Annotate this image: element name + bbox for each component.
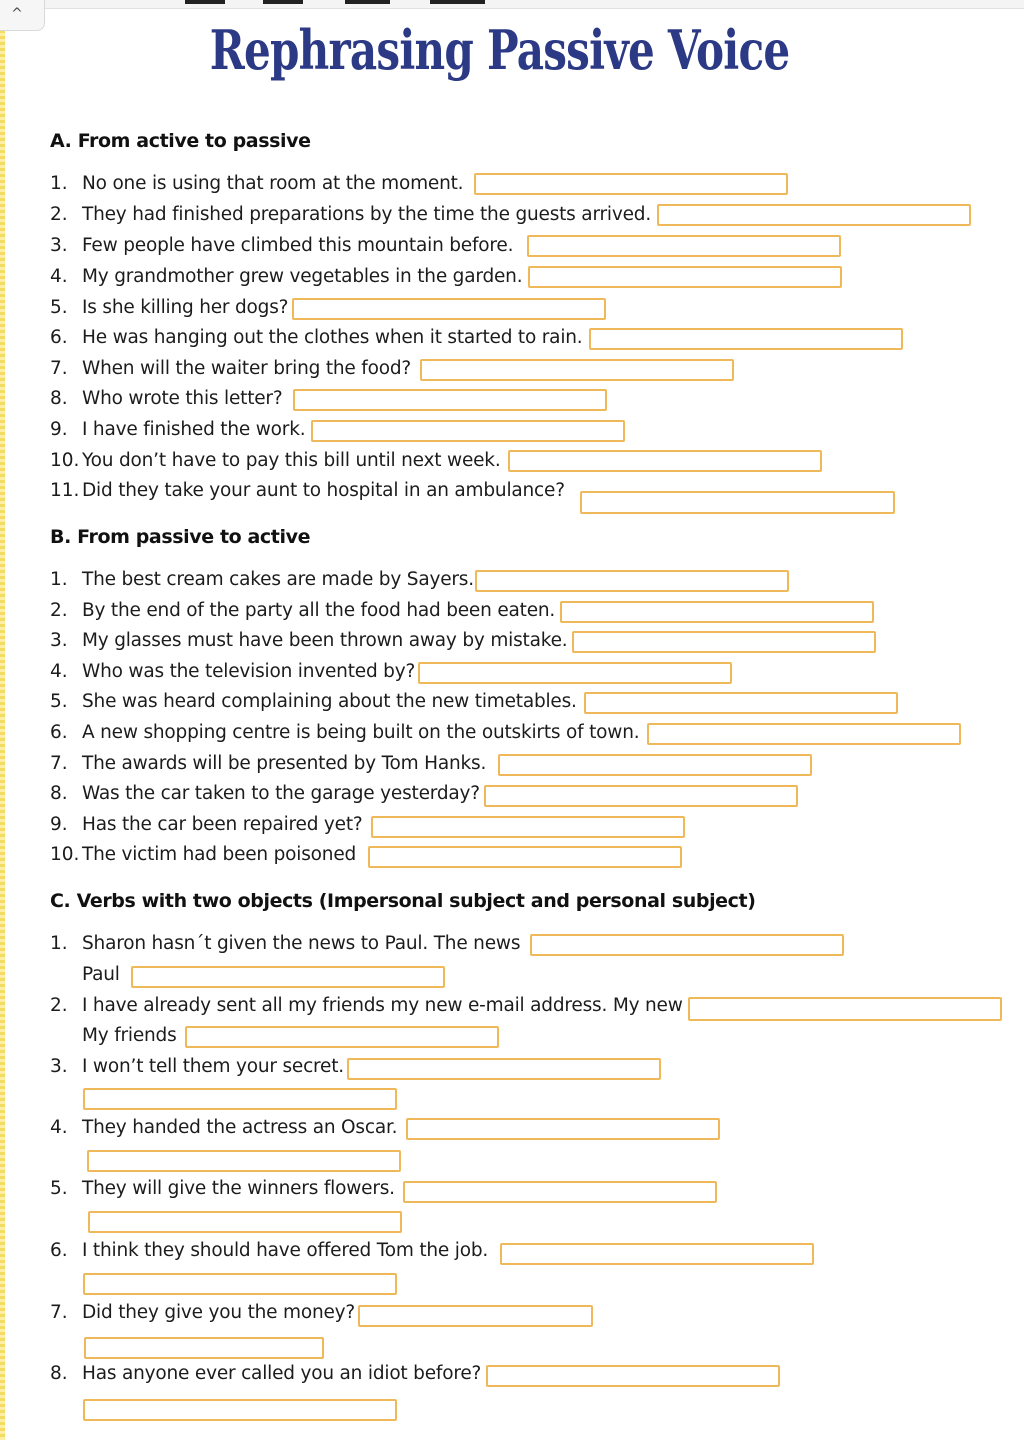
item-number: 1. — [50, 933, 68, 954]
answer-input[interactable] — [498, 754, 812, 776]
item-number: 8. — [50, 1363, 68, 1384]
item-number: 3. — [50, 1056, 68, 1077]
item-number: 4. — [50, 1117, 68, 1138]
question-text: Is she killing her dogs? — [82, 297, 289, 318]
item-number: 6. — [50, 722, 68, 743]
question-text: A new shopping centre is being built on the outskirts of town. — [82, 722, 640, 743]
question-text: Did they give you the money? — [82, 1302, 356, 1323]
item-number: 10. — [50, 844, 80, 865]
previous-page-edge — [185, 0, 485, 4]
answer-input[interactable] — [475, 570, 789, 592]
item-number: 1. — [50, 173, 68, 194]
question-text: Few people have climbed this mountain before. — [82, 235, 514, 256]
item-number: 3. — [50, 630, 68, 651]
section-b-heading: B. From passive to active — [50, 526, 311, 548]
answer-input[interactable] — [368, 846, 682, 868]
answer-input[interactable] — [418, 662, 732, 684]
answer-input[interactable] — [185, 1026, 499, 1048]
question-text: They handed the actress an Oscar. — [82, 1117, 398, 1138]
answer-input[interactable] — [484, 785, 798, 807]
item-number: 8. — [50, 388, 68, 409]
question-text: Sharon hasn´t given the news to Paul. The news — [82, 933, 521, 954]
item-number: 5. — [50, 297, 68, 318]
answer-input[interactable] — [500, 1243, 814, 1265]
answer-input[interactable] — [486, 1365, 780, 1387]
question-text: Did they take your aunt to hospital in an ambulance? — [82, 480, 565, 501]
question-text: The best cream cakes are made by Sayers. — [82, 569, 474, 590]
answer-input[interactable] — [688, 997, 1002, 1021]
item-number: 7. — [50, 753, 68, 774]
answer-input[interactable] — [474, 173, 788, 195]
question-text: I think they should have offered Tom the job. — [82, 1240, 489, 1261]
answer-input[interactable] — [88, 1211, 402, 1233]
question-text: Who wrote this letter? — [82, 388, 283, 409]
question-text: My grandmother grew vegetables in the garden. — [82, 266, 523, 287]
answer-input[interactable] — [87, 1150, 401, 1172]
item-number: 2. — [50, 600, 68, 621]
item-number: 9. — [50, 814, 68, 835]
question-text: He was hanging out the clothes when it started to rain. — [82, 327, 583, 348]
item-number: 3. — [50, 235, 68, 256]
answer-input[interactable] — [657, 204, 971, 226]
answer-input[interactable] — [420, 359, 734, 381]
chevron-up-icon[interactable]: ^ — [11, 6, 23, 22]
question-text: I have finished the work. — [82, 419, 306, 440]
question-text: The victim had been poisoned — [82, 844, 357, 865]
item-number: 7. — [50, 358, 68, 379]
section-a-heading: A. From active to passive — [50, 130, 311, 152]
answer-input[interactable] — [589, 328, 903, 350]
question-text: She was heard complaining about the new timetables. — [82, 691, 577, 712]
question-text: Who was the television invented by? — [82, 661, 416, 682]
question-text: My glasses must have been thrown away by mistake. — [82, 630, 568, 651]
item-number: 2. — [50, 204, 68, 225]
answer-input[interactable] — [292, 298, 606, 320]
question-subtext: Paul — [82, 964, 120, 985]
item-number: 2. — [50, 995, 68, 1016]
answer-input[interactable] — [358, 1305, 593, 1327]
question-text: By the end of the party all the food had been eaten. — [82, 600, 556, 621]
item-number: 1. — [50, 569, 68, 590]
answer-input[interactable] — [83, 1399, 397, 1421]
question-text: I won’t tell them your secret. — [82, 1056, 344, 1077]
question-text: I have already sent all my friends my new e-mail address. My new — [82, 995, 683, 1016]
answer-input[interactable] — [530, 934, 844, 956]
answer-input[interactable] — [84, 1337, 324, 1359]
item-number: 5. — [50, 1178, 68, 1199]
question-text: Has the car been repaired yet? — [82, 814, 363, 835]
answer-input[interactable] — [560, 601, 874, 623]
item-number: 5. — [50, 691, 68, 712]
answer-input[interactable] — [527, 235, 841, 257]
question-text: They will give the winners flowers. — [82, 1178, 395, 1199]
answer-input[interactable] — [403, 1181, 717, 1203]
section-c-heading: C. Verbs with two objects (Impersonal subject and personal subject) — [50, 890, 756, 912]
item-number: 7. — [50, 1302, 68, 1323]
item-number: 4. — [50, 266, 68, 287]
question-text: When will the waiter bring the food? — [82, 358, 411, 379]
answer-input[interactable] — [83, 1088, 397, 1110]
question-text: You don’t have to pay this bill until next week. — [82, 450, 501, 471]
item-number: 10. — [50, 450, 80, 471]
item-number: 9. — [50, 419, 68, 440]
item-number: 6. — [50, 327, 68, 348]
left-edge-strip — [0, 0, 5, 1440]
question-text: The awards will be presented by Tom Hanks. — [82, 753, 487, 774]
item-number: 11. — [50, 480, 80, 501]
answer-input[interactable] — [131, 966, 445, 988]
answer-input[interactable] — [293, 389, 607, 411]
answer-input[interactable] — [406, 1118, 720, 1140]
question-text: Has anyone ever called you an idiot before? — [82, 1363, 482, 1384]
answer-input[interactable] — [580, 491, 895, 514]
top-toolbar — [0, 0, 1024, 9]
collapse-tab[interactable] — [0, 0, 45, 31]
answer-input[interactable] — [528, 266, 842, 288]
page-title: Rephrasing Passive Voice — [209, 18, 790, 82]
item-number: 6. — [50, 1240, 68, 1261]
answer-input[interactable] — [584, 692, 898, 714]
item-number: 8. — [50, 783, 68, 804]
answer-input[interactable] — [83, 1273, 397, 1295]
answer-input[interactable] — [311, 420, 625, 442]
answer-input[interactable] — [572, 631, 876, 653]
item-number: 4. — [50, 661, 68, 682]
question-text: No one is using that room at the moment. — [82, 173, 464, 194]
question-text: Was the car taken to the garage yesterday? — [82, 783, 480, 804]
answer-input[interactable] — [371, 816, 685, 838]
answer-input[interactable] — [647, 723, 961, 745]
answer-input[interactable] — [347, 1058, 661, 1080]
question-subtext: My friends — [82, 1025, 177, 1046]
question-text: They had finished preparations by the time the guests arrived. — [82, 204, 652, 225]
answer-input[interactable] — [508, 450, 822, 472]
